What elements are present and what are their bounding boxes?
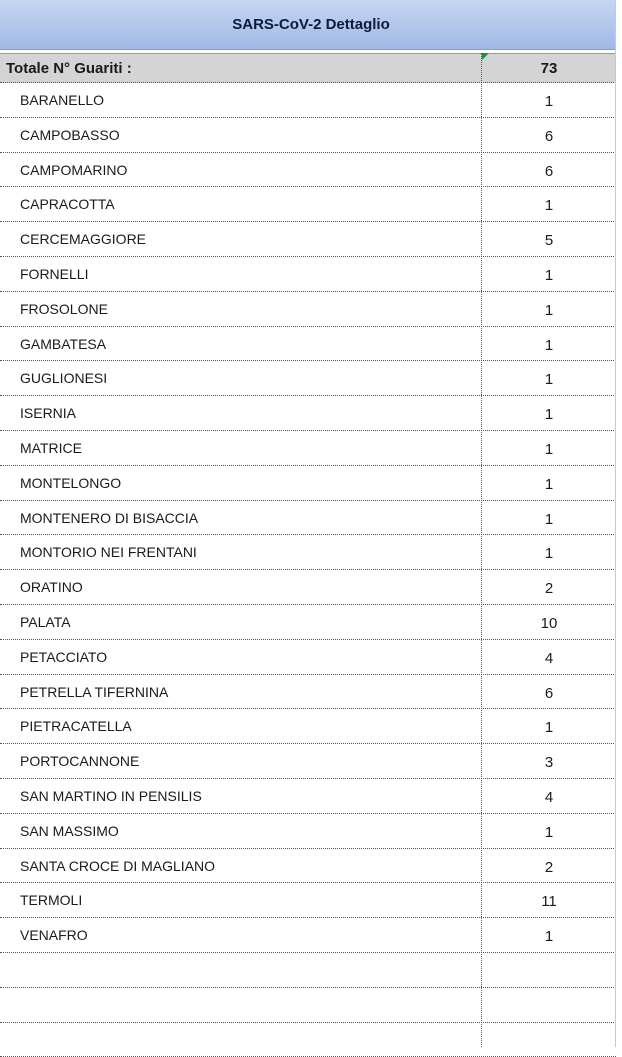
municipality-name: SAN MARTINO IN PENSILIS: [20, 787, 202, 804]
table-row[interactable]: [0, 814, 616, 849]
cell-comment-marker-icon: [482, 53, 489, 60]
municipality-name: PORTOCANNONE: [20, 753, 140, 770]
recovered-count: 1: [544, 440, 554, 458]
recovered-count: 1: [544, 545, 554, 563]
table-row[interactable]: [0, 918, 616, 953]
table-row[interactable]: [0, 501, 616, 536]
municipality-name: MONTELONGO: [20, 474, 122, 491]
municipality-name: VENAFRO: [20, 927, 88, 944]
recovered-count: 6: [544, 127, 554, 145]
recovered-count: 1: [544, 266, 554, 284]
table-header[interactable]: [0, 0, 622, 50]
municipality-name: CAMPOBASSO: [20, 126, 120, 143]
table-row[interactable]: [0, 1023, 616, 1057]
municipality-name: CERCEMAGGIORE: [20, 231, 147, 248]
municipality-name: MONTENERO DI BISACCIA: [20, 509, 199, 526]
municipality-name: FROSOLONE: [20, 300, 108, 317]
recovered-count: 1: [544, 719, 554, 737]
table-row[interactable]: [0, 640, 616, 675]
total-label: Totale N° Guariti :: [6, 60, 132, 77]
recovered-count: 4: [544, 649, 554, 667]
recovered-count: 1: [544, 336, 554, 354]
recovered-count: 6: [544, 684, 554, 702]
data-rows: [0, 83, 616, 1057]
municipality-name: ISERNIA: [20, 405, 77, 422]
recovered-count: 1: [544, 510, 554, 528]
table-row[interactable]: [0, 83, 616, 118]
table-row[interactable]: [0, 466, 616, 501]
municipality-name: SAN MASSIMO: [20, 822, 119, 839]
municipality-name: FORNELLI: [20, 265, 89, 282]
table-row[interactable]: [0, 361, 616, 396]
table-row[interactable]: [0, 570, 616, 605]
table-row[interactable]: [0, 396, 616, 431]
table-row[interactable]: [0, 744, 616, 779]
table-row[interactable]: [0, 779, 616, 814]
header-side-cell[interactable]: [615, 0, 622, 50]
recovered-count: 3: [544, 754, 554, 772]
recovered-count: 10: [540, 614, 558, 632]
table-row[interactable]: [0, 118, 616, 153]
recovered-count: 1: [544, 93, 554, 110]
municipality-name: PIETRACATELLA: [20, 718, 132, 735]
column-divider: [481, 53, 482, 1047]
recovered-count: 1: [544, 475, 554, 493]
municipality-name: PETACCIATO: [20, 648, 108, 665]
table-row[interactable]: [0, 292, 616, 327]
recovered-count: 5: [544, 232, 554, 250]
table-row[interactable]: [0, 675, 616, 710]
municipality-name: CAMPOMARINO: [20, 161, 128, 178]
table-row[interactable]: [0, 849, 616, 884]
municipality-name: CAPRACOTTA: [20, 196, 115, 213]
table-row[interactable]: [0, 883, 616, 918]
recovered-count: 4: [544, 788, 554, 806]
recovered-count: 1: [544, 928, 554, 946]
recovered-count: 2: [544, 858, 554, 876]
table-row[interactable]: [0, 709, 616, 744]
table-row[interactable]: [0, 153, 616, 188]
municipality-name: MONTORIO NEI FRENTANI: [20, 544, 197, 561]
header-title: SARS-CoV-2 Dettaglio: [232, 16, 390, 33]
recovered-count: 1: [544, 197, 554, 215]
table-row[interactable]: [0, 988, 616, 1023]
table-row[interactable]: [0, 535, 616, 570]
table-row[interactable]: [0, 327, 616, 362]
recovered-count: 1: [544, 823, 554, 841]
table-row[interactable]: [0, 431, 616, 466]
total-value: 73: [540, 60, 558, 77]
table-row[interactable]: [0, 605, 616, 640]
municipality-name: PETRELLA TIFERNINA: [20, 683, 169, 700]
recovered-count: 11: [541, 893, 557, 911]
municipality-name: GUGLIONESI: [20, 370, 108, 387]
recovered-count: 2: [544, 580, 554, 598]
recovered-count: 6: [544, 162, 554, 180]
municipality-name: ORATINO: [20, 579, 83, 596]
municipality-name: SANTA CROCE DI MAGLIANO: [20, 857, 215, 874]
recovered-count: 1: [544, 301, 554, 319]
recovered-count: 1: [544, 371, 554, 389]
municipality-name: GAMBATESA: [20, 335, 107, 352]
municipality-name: BARANELLO: [20, 92, 105, 108]
total-row[interactable]: [0, 53, 616, 83]
sheet-right-edge: [615, 50, 616, 1047]
municipality-name: PALATA: [20, 613, 71, 630]
table-row[interactable]: [0, 953, 616, 988]
recovered-count: 1: [544, 406, 554, 424]
table-row[interactable]: [0, 257, 616, 292]
municipality-name: MATRICE: [20, 439, 82, 456]
table-row[interactable]: [0, 222, 616, 257]
table-row[interactable]: [0, 187, 616, 222]
municipality-name: TERMOLI: [20, 892, 83, 909]
